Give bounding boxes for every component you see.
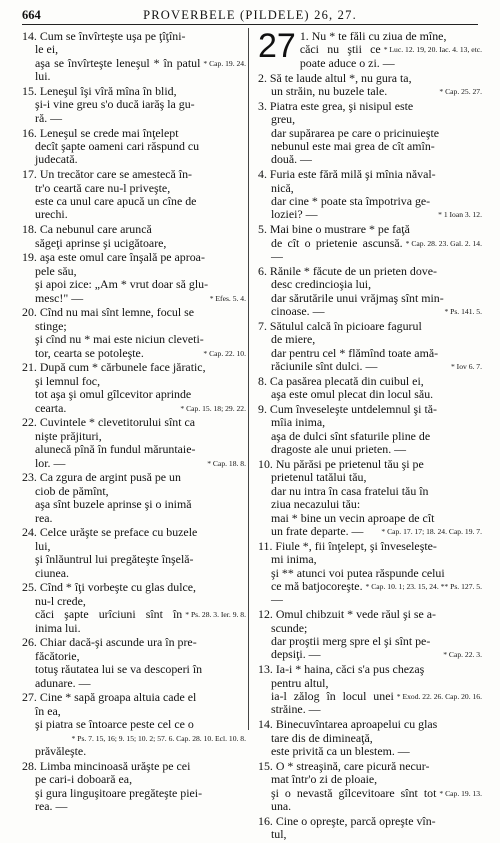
verse xyxy=(22,636,246,690)
verse-line: mesc!" — xyxy=(35,290,84,305)
verse-line: 15. Leneşul îşi vîră mîna în blid, xyxy=(22,84,177,98)
verse-line: un frate departe. — xyxy=(271,524,364,538)
verse xyxy=(258,663,482,717)
verse-line: mîia inima, xyxy=(271,415,326,430)
verse-line: greu, xyxy=(271,112,296,127)
verse xyxy=(258,815,482,842)
verse xyxy=(258,72,482,99)
verse-line: lor. — xyxy=(35,455,66,470)
verse xyxy=(258,100,482,167)
verse-line: 3. Piatra este grea, şi nisipul este xyxy=(258,98,414,113)
verse-line: 20. Cînd nu mai sînt lemne, focul se xyxy=(22,305,195,320)
verse xyxy=(22,416,246,470)
verse-line: tr'o ceartă care nu-l priveşte, xyxy=(35,180,171,195)
verse xyxy=(258,223,482,263)
verse-line: mai * bine un vecin aproape de cît xyxy=(271,510,435,525)
verse-line: de cît o prietenie ascunsă. — xyxy=(271,235,403,263)
verse-line: ziua necazului tău: xyxy=(271,497,361,512)
verse-line: aşa sînt buzele aprinse şi o inimă xyxy=(35,497,192,512)
cross-reference: * Exod. 22. 26. Cap. 20. 16. xyxy=(396,692,482,701)
verse xyxy=(258,718,482,758)
verse-line: 6. Rănile * făcute de un prieten dove- xyxy=(258,263,437,278)
verse-line: şi-i vine greu s'o ducă iarăş la gu- xyxy=(35,97,195,112)
verse-line: 28. Limba mincinoasă urăşte pe cei xyxy=(22,758,191,773)
verse-line: tul, xyxy=(271,827,287,842)
verse-line: lui, xyxy=(35,538,51,553)
verse-line: 16. Cine o opreşte, parcă opreşte vîn- xyxy=(258,813,436,828)
verse-line: le ei, xyxy=(35,42,59,57)
cross-reference: * Efes. 5. 4. xyxy=(209,293,246,303)
verse xyxy=(258,540,482,607)
verse-line: 11. Fiule *, fii înţelept, şi înveseleşte- xyxy=(258,538,437,553)
verse xyxy=(22,30,246,84)
verse-line: şi ** atunci voi putea răspunde celui xyxy=(271,565,445,580)
verse-line: pentru altul, xyxy=(271,675,329,690)
verse xyxy=(258,265,482,319)
verse-line: cinoase. — xyxy=(271,304,325,318)
verse-line: scunde; xyxy=(271,620,308,635)
verse-line: căci nu ştii ce poate aduce o zi. — xyxy=(299,42,395,70)
cross-reference: * Cap. 22. 10. xyxy=(203,348,246,358)
verse-line: 17. Un trecător care se amestecă în- xyxy=(22,167,193,182)
verse xyxy=(22,581,246,635)
verse xyxy=(22,168,246,222)
verse-line: căci şapte urîciuni sînt în inima lui. xyxy=(35,607,183,635)
verse xyxy=(258,375,482,402)
verse-line: este privită ca un blestem. — xyxy=(271,744,410,758)
verse-line: 1. Nu * te făli cu ziua de mîne, xyxy=(299,29,447,43)
verse-line: dar cine * poate sta împotriva ge- xyxy=(271,194,431,208)
verse-line: pe cari-i doboară ea, xyxy=(35,772,133,787)
verse-line: alunecă pînă în fundul măruntaie- xyxy=(35,442,196,457)
verse-line: şi cînd nu * mai este niciun cleveti- xyxy=(35,332,204,347)
verse-line: ia-l zălog în locul unei străine. — xyxy=(271,689,394,717)
cross-reference: * Cap. 18. 8. xyxy=(207,458,246,468)
verse-line: 15. O * streaşină, care picură necur- xyxy=(258,758,430,773)
verse-line: nu-l crede, xyxy=(35,593,86,608)
verse-line: ce mă batjocoreşte. — xyxy=(271,579,363,607)
verse-line: două. — xyxy=(271,152,312,167)
verse-line: 13. Ia-i * haina, căci s'a pus chezaş xyxy=(258,662,425,677)
verse xyxy=(22,361,246,415)
verse-line: tot aşa şi omul gîlcevitor aprinde xyxy=(35,387,192,402)
verse-line: 7. Sătulul calcă în picioare fagurul xyxy=(258,318,422,333)
verse-line: totuş răutatea lui se va descoperi în xyxy=(35,662,203,677)
verse xyxy=(22,127,246,167)
cross-reference: * Cap. 22. 3. xyxy=(443,650,482,660)
verse-line: şi o nevastă gîlcevitoare sînt tot una. xyxy=(271,785,437,813)
verse-line: şi gura linguşitoare pregăteşte piei- xyxy=(35,785,203,800)
chapter-number: 27 xyxy=(258,27,296,65)
verse-line: dar supărarea pe care o pricinuieşte xyxy=(271,125,440,140)
verse-line: 19. aşa este omul care înşală pe aproa- xyxy=(22,250,205,265)
verse-line: nică, xyxy=(271,180,294,195)
right-column xyxy=(258,27,482,843)
cross-reference: * Cap. 10. 1; 23. 15, 24. ** Ps. 127. 5. xyxy=(365,582,482,591)
verse-line: mat într'o zi de ploaie, xyxy=(271,772,378,787)
verse-line: adunare. — xyxy=(35,675,91,690)
verse-line: un străin, nu buzele tale. xyxy=(271,84,388,98)
verse-line: 18. Ca nebunul care aruncă xyxy=(22,222,152,237)
verse-line: dar sărutările unui vrăjmaş sînt min- xyxy=(271,290,444,305)
verse-line: mi inima, xyxy=(271,552,317,567)
verse-line: stinge; xyxy=(35,318,67,333)
verse-line: 10. Nu părăsi pe prietenul tău şi pe xyxy=(258,456,424,471)
verse-line: nebunul este mai grea de cît amîn- xyxy=(271,139,435,153)
verse-line: nişte prăjituri, xyxy=(35,428,102,443)
verse xyxy=(22,691,246,758)
cross-reference: * Cap. 17. 17; 18. 24. Cap. 19. 7. xyxy=(381,527,482,536)
verse-line: 16. Leneşul se crede mai înţelept xyxy=(22,125,179,140)
verse-line: dar nu intra în casa fratelui tău în xyxy=(271,483,429,498)
cross-reference: * Luc. 12. 19, 20. Iac. 4. 13, etc. xyxy=(383,45,482,55)
verse xyxy=(258,458,482,539)
verse-line: făcătorie, xyxy=(35,648,80,663)
verse-line: şi apoi zice: „Am * vrut doar să glu- xyxy=(35,277,209,292)
verse-line: 22. Cuvintele * clevetitorului sînt ca xyxy=(22,415,196,430)
cross-reference: * Ps. 7. 15, 16; 9. 15; 10. 2; 57. 6. Cap. 28. 10. Ecl. 10. 8. xyxy=(71,733,246,743)
verse-line: 9. Cum înveseleşte untdelemnul şi tă- xyxy=(258,401,437,416)
cross-reference: * Iov 6. 7. xyxy=(450,362,482,371)
verse-line: 26. Chiar dacă-şi ascunde ura în pre- xyxy=(22,635,197,650)
verse-line: judecată. xyxy=(35,152,78,167)
verse-line: ră. — xyxy=(35,110,63,125)
verse xyxy=(22,306,246,360)
cross-reference: * 1 Ioan 3. 12. xyxy=(438,210,482,220)
verse-line: rea. xyxy=(35,510,53,525)
verse-line: tor, cearta se potoleşte. xyxy=(35,345,144,360)
verse-line: aşa de dulci sînt sfaturile pline de xyxy=(271,428,431,443)
verse-line: desc credincioşia lui, xyxy=(271,277,372,292)
verse-line: 8. Ca pasărea plecată din cuibul ei, xyxy=(258,373,424,388)
verse-line: şi lemnul foc, xyxy=(35,373,101,388)
book-title: PROVERBELE (PILDELE) 26, 27. xyxy=(143,8,357,22)
verse-line: prăvăleşte. xyxy=(35,744,87,758)
verse-line: 4. Furia este fără milă şi mînia năval- xyxy=(258,167,436,182)
verse-line: decît şapte oameni cari răspund cu xyxy=(35,139,200,153)
verse-line: şi înlăuntrul lui pregăteşte înşelă- xyxy=(35,552,194,567)
verse-line: de miere, xyxy=(271,332,316,347)
verse xyxy=(258,168,482,222)
verse xyxy=(22,251,246,305)
verse-line: dragoste ale unui prieten. — xyxy=(271,442,407,457)
verse-line: este ca unul care apucă un cîne de xyxy=(35,194,197,208)
verse-line: 12. Omul chibzuit * vede răul şi se a- xyxy=(258,607,436,622)
verse xyxy=(258,320,482,374)
verse xyxy=(22,223,246,250)
verse xyxy=(258,760,482,814)
verse-line: 14. Binecuvîntarea aproapelui cu glas xyxy=(258,717,438,732)
cross-reference: * Cap. 15. 18; 29. 22. xyxy=(180,403,246,413)
verse-line: 5. Mai bine o mustrare * pe faţă xyxy=(258,222,410,237)
verse xyxy=(22,471,246,525)
column-divider xyxy=(248,28,249,730)
verse-line: ciob de pămînt, xyxy=(35,483,109,498)
verse-line: în ea, xyxy=(35,703,61,718)
cross-reference: * Ps. 28. 3. Ier. 9. 8. xyxy=(185,610,246,620)
cross-reference: * Cap. 25. 27. xyxy=(439,87,482,96)
verse-line: cearta. xyxy=(35,400,67,415)
cross-reference: * Cap. 19. 13. xyxy=(439,788,482,798)
verse-line: 23. Ca zgura de argint pusă pe un xyxy=(22,470,181,485)
verse-line: şi piatra se întoarce peste cel ce o xyxy=(35,717,194,732)
running-header xyxy=(22,8,478,25)
verse-line: dar proştii merg spre el şi sînt pe- xyxy=(271,634,431,648)
verse-line: depsiţi. — xyxy=(271,647,321,662)
verse xyxy=(22,85,246,125)
verse-line: aşa este omul plecat din locul său. xyxy=(271,387,434,402)
verse-line: prietenul tatălui tău, xyxy=(271,470,367,485)
cross-reference: * Ps. 141. 5. xyxy=(444,307,482,316)
verse-line: săgeţi aprinse şi ucigătoare, xyxy=(35,235,167,250)
verse-line: 2. Să te laude altul *, nu gura ta, xyxy=(258,70,412,85)
verse xyxy=(22,760,246,814)
verse xyxy=(22,526,246,580)
cross-reference: * Cap. 28. 23. Gal. 2. 14. xyxy=(405,238,482,248)
verse-line: 14. Cum se învîrteşte uşa pe ţîţîni- xyxy=(22,29,186,43)
cross-reference: * Cap. 19. 24. xyxy=(203,58,246,68)
verse-line: loziei? — xyxy=(271,207,318,222)
verse-line: ciunea. xyxy=(35,565,69,580)
verse-line: rea. — xyxy=(35,799,68,813)
verse-line: 27. Cine * sapă groapa altuia cade el xyxy=(22,690,197,705)
verse xyxy=(258,608,482,662)
verse xyxy=(258,403,482,457)
verse-line: aşa se învîrteşte leneşul * în patul lui. xyxy=(35,55,201,84)
verse-line: pele său, xyxy=(35,263,77,278)
page-number: 664 xyxy=(22,8,41,22)
verse-line: 24. Celce urăşte se preface cu buzele xyxy=(22,525,198,540)
verse-line: tare dis de dimineaţă, xyxy=(271,730,373,745)
verse-line: 25. Cînd * îţi vorbeşte cu glas dulce, xyxy=(22,580,197,595)
left-column xyxy=(22,30,246,815)
verse-line: răciunile sînt dulci. — xyxy=(271,359,378,373)
verse-line: dar pentru cel * flămînd toate amă- xyxy=(271,345,439,360)
verse-line: urechi. xyxy=(35,207,68,222)
verse-line: 21. După cum * cărbunele face jăratic, xyxy=(22,360,206,375)
